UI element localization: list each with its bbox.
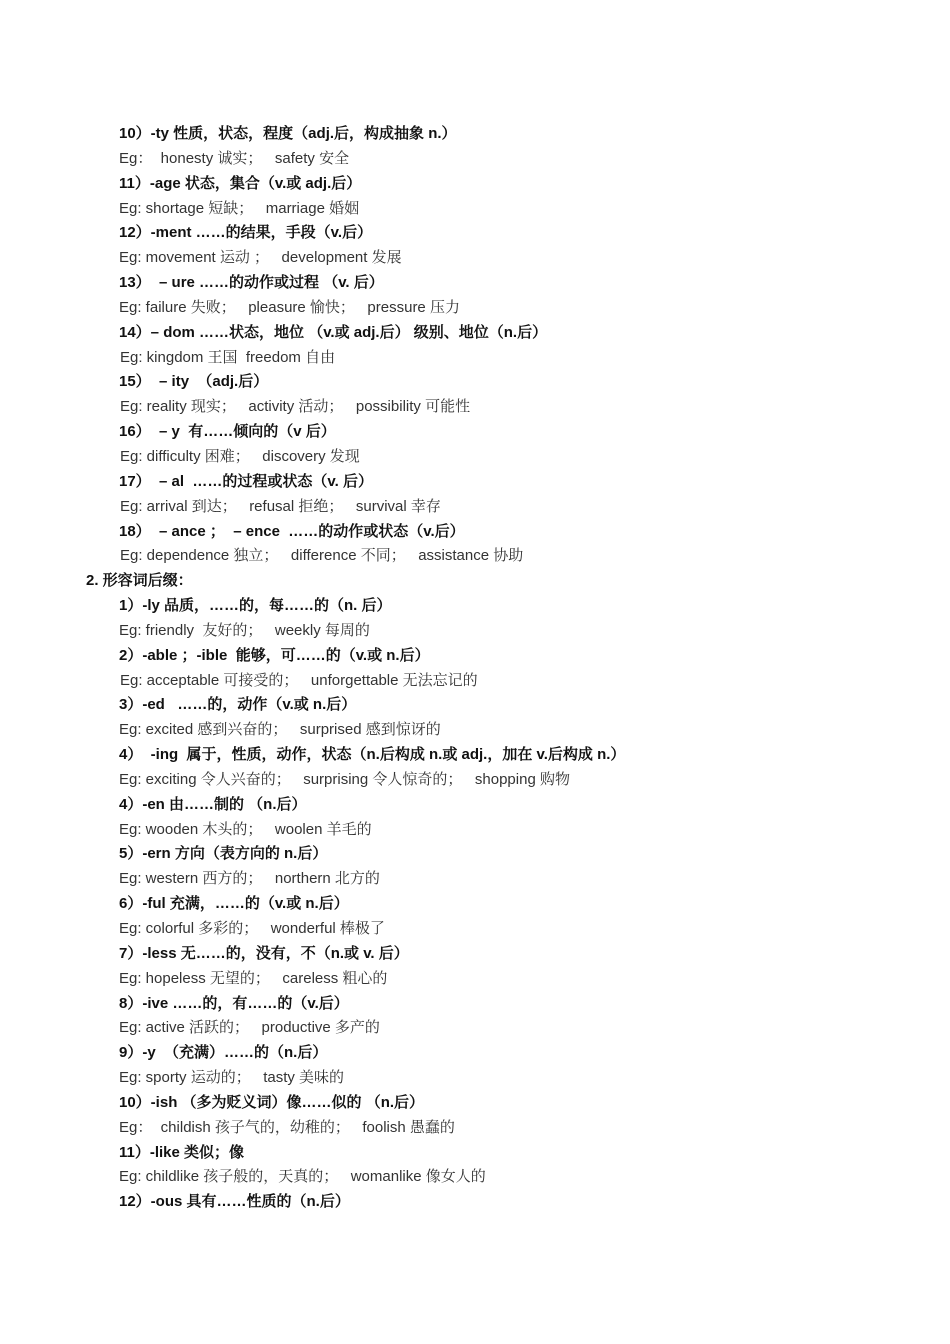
example-ive: Eg: active 活跃的； productive 多产的 — [119, 1019, 380, 1037]
suffix-heading-en: 4）-en 由……制的 （n.后） — [119, 795, 307, 813]
suffix-heading-ty: 10）-ty 性质，状态，程度（adj.后，构成抽象 n.） — [119, 125, 457, 142]
example-y-adj: Eg: sporty 运动的； tasty 美味的 — [119, 1069, 345, 1087]
example-ance-ence: Eg: dependence 独立； difference 不同； assistance 协助 — [120, 547, 524, 565]
example-ern: Eg: western 西方的； northern 北方的 — [119, 870, 380, 888]
suffix-heading-y-noun: 16） – y 有……倾向的（v 后） — [119, 423, 336, 441]
suffix-heading-ish: 10）-ish （多为贬义词）像……似的 （n.后） — [119, 1093, 425, 1111]
suffix-heading-like: 11）-like 类似；像 — [119, 1143, 245, 1161]
document-page — [0, 122, 950, 1215]
example-y-noun: Eg: difficulty 困难； discovery 发现 — [120, 447, 360, 465]
example-ly: Eg: friendly 友好的； weekly 每周的 — [119, 621, 370, 639]
example-ed: Eg: excited 感到兴奋的； surprised 感到惊讶的 — [119, 721, 441, 739]
example-ish: Eg： childish 孩子气的，幼稚的； foolish 愚蠢的 — [119, 1118, 455, 1136]
suffix-heading-ful: 6）-ful 充满，……的（v.或 n.后） — [119, 895, 349, 913]
suffix-heading-ern: 5）-ern 方向（表方向的 n.后） — [119, 845, 328, 863]
example-like: Eg: childlike 孩子般的，天真的； womanlike 像女人的 — [119, 1168, 486, 1186]
suffix-heading-dom: 14）– dom ……状态，地位 （v.或 adj.后） 级别、地位（n.后） — [119, 323, 548, 341]
suffix-heading-ity: 15） – ity （adj.后） — [119, 373, 269, 391]
example-ful: Eg: colorful 多彩的； wonderful 棒极了 — [119, 920, 385, 937]
suffix-heading-ment: 12）-ment ……的结果，手段（v.后） — [119, 224, 373, 242]
example-less: Eg: hopeless 无望的； careless 粗心的 — [119, 969, 388, 987]
section-title-adjective-suffixes: 2. 形容词后缀： — [86, 572, 193, 590]
suffix-heading-age: 11）-age 状态，集合（v.或 adj.后） — [119, 174, 362, 192]
suffix-heading-ance-ence: 18） – ance ； – ence ……的动作或状态（v.后） — [119, 522, 465, 540]
example-dom: Eg: kingdom 王国 freedom 自由 — [120, 348, 336, 366]
suffix-heading-al: 17） – al ……的过程或状态（v. 后） — [119, 472, 373, 490]
example-ment: Eg: movement 运动 ； development 发展 — [119, 249, 402, 267]
suffix-heading-less: 7）-less 无……的，没有，不（n.或 v. 后） — [119, 944, 409, 962]
suffix-heading-y-adj: 9）-y （充满）……的（n.后） — [119, 1044, 328, 1062]
example-ty: Eg： honesty 诚实； safety 安全 — [119, 149, 350, 167]
example-al: Eg: arrival 到达； refusal 拒绝； survival 幸存 — [120, 497, 441, 515]
example-age: Eg: shortage 短缺； marriage 婚姻 — [119, 199, 360, 217]
suffix-heading-ed: 3）-ed ……的，动作（v.或 n.后） — [119, 696, 357, 714]
suffix-heading-ure: 13） – ure ……的动作或过程 （v. 后） — [119, 274, 384, 292]
suffix-heading-ing: 4） -ing 属于，性质，动作，状态（n.后构成 n.或 adj.，加在 v.后构成 n.） — [119, 746, 626, 764]
example-ity: Eg: reality 现实； activity 活动； possibility 可能性 — [120, 398, 471, 416]
suffix-heading-able-ible: 2）-able ；-ible 能够，可……的（v.或 n.后） — [119, 646, 430, 664]
example-ing: Eg: exciting 令人兴奋的； surprising 令人惊奇的； shopping 购物 — [119, 770, 570, 788]
example-able-ible: Eg: acceptable 可接受的； unforgettable 无法忘记的 — [120, 671, 478, 689]
suffix-heading-ly: 1）-ly 品质，……的，每……的（n. 后） — [119, 597, 392, 615]
example-ure: Eg: failure 失败； pleasure 愉快； pressure 压力 — [119, 298, 460, 316]
suffix-heading-ive: 8）-ive ……的，有……的（v.后） — [119, 994, 349, 1012]
example-en: Eg: wooden 木头的； woolen 羊毛的 — [119, 820, 372, 838]
suffix-heading-ous: 12）-ous 具有……性质的（n.后） — [119, 1193, 350, 1211]
